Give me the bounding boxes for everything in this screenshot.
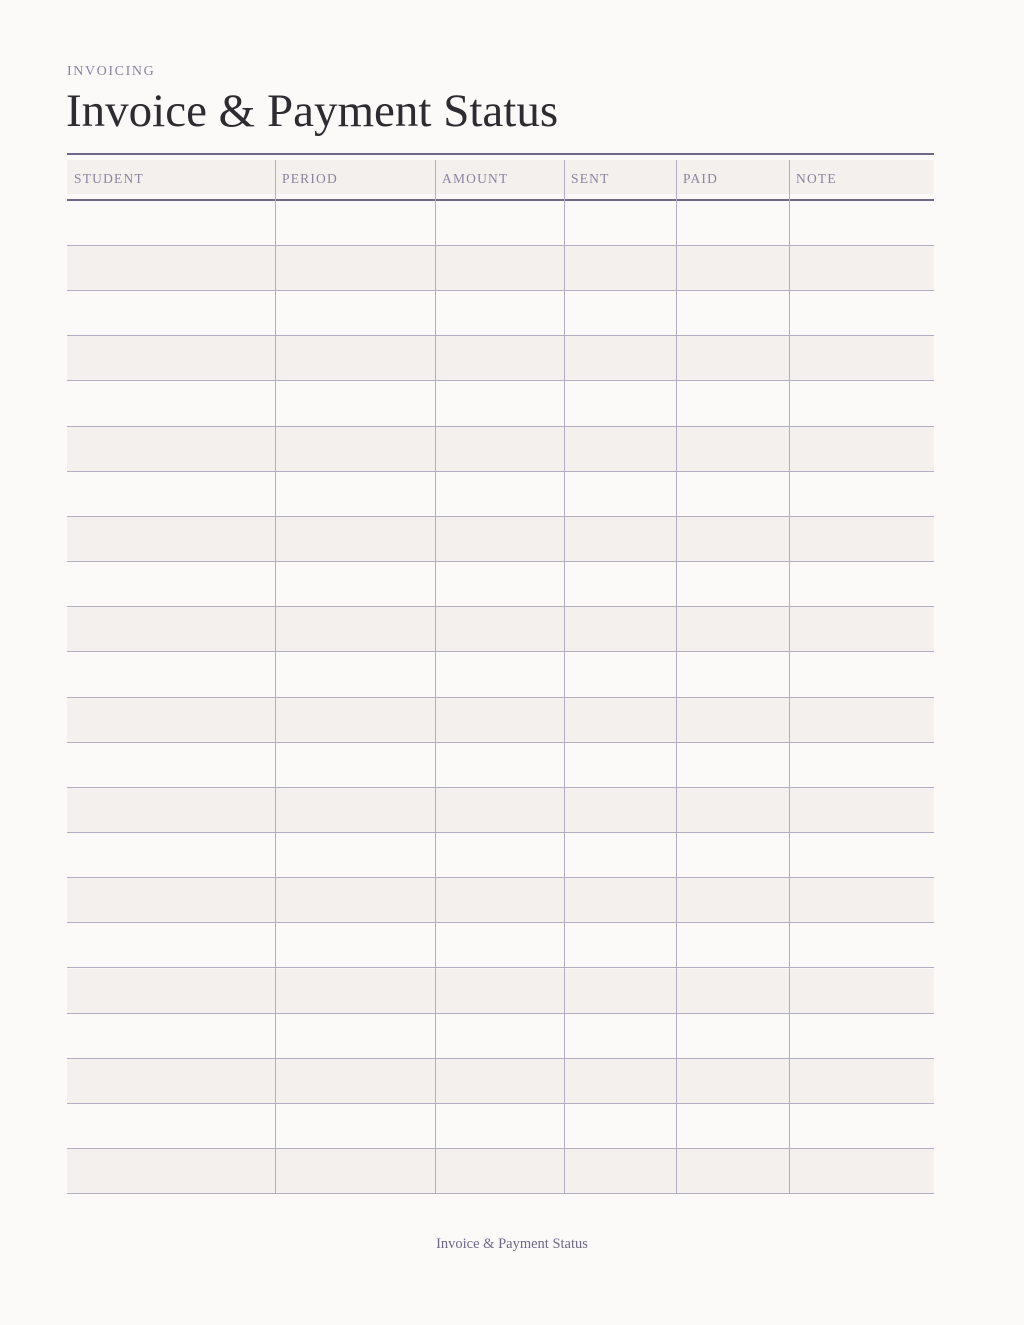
table-row	[67, 833, 934, 878]
table-row	[67, 1059, 934, 1104]
page-footer: Invoice & Payment Status	[436, 1236, 588, 1252]
column-header-sent: SENT	[571, 171, 610, 186]
table-row	[67, 382, 934, 427]
page-title: Invoice & Payment Status	[66, 85, 559, 137]
column-divider-1	[275, 160, 276, 1194]
table-row	[67, 1104, 934, 1149]
table-row	[67, 472, 934, 517]
table-row	[67, 1014, 934, 1059]
column-divider-3	[564, 160, 565, 1194]
table-row	[67, 427, 934, 472]
column-divider-2	[435, 160, 436, 1194]
table-row	[67, 336, 934, 381]
table-row	[67, 653, 934, 698]
table-row	[67, 923, 934, 968]
table-row	[67, 743, 934, 788]
table-row	[67, 969, 934, 1014]
column-header-period: PERIOD	[282, 171, 338, 186]
column-header-paid: PAID	[683, 171, 719, 186]
table-row	[67, 878, 934, 923]
table-row	[67, 607, 934, 652]
column-header-note: NOTE	[796, 171, 837, 186]
table-row	[67, 562, 934, 607]
table-header-row	[67, 160, 934, 194]
table-row	[67, 201, 934, 246]
column-divider-5	[789, 160, 790, 1194]
table-row	[67, 291, 934, 336]
table-row	[67, 517, 934, 562]
table-row	[67, 1149, 934, 1194]
table-row	[67, 788, 934, 833]
title-divider	[67, 153, 934, 155]
table-row	[67, 698, 934, 743]
page-eyebrow: INVOICING	[67, 64, 156, 79]
column-divider-4	[676, 160, 677, 1194]
column-header-student: STUDENT	[74, 171, 144, 186]
column-header-amount: AMOUNT	[442, 171, 509, 186]
table-row	[67, 246, 934, 291]
